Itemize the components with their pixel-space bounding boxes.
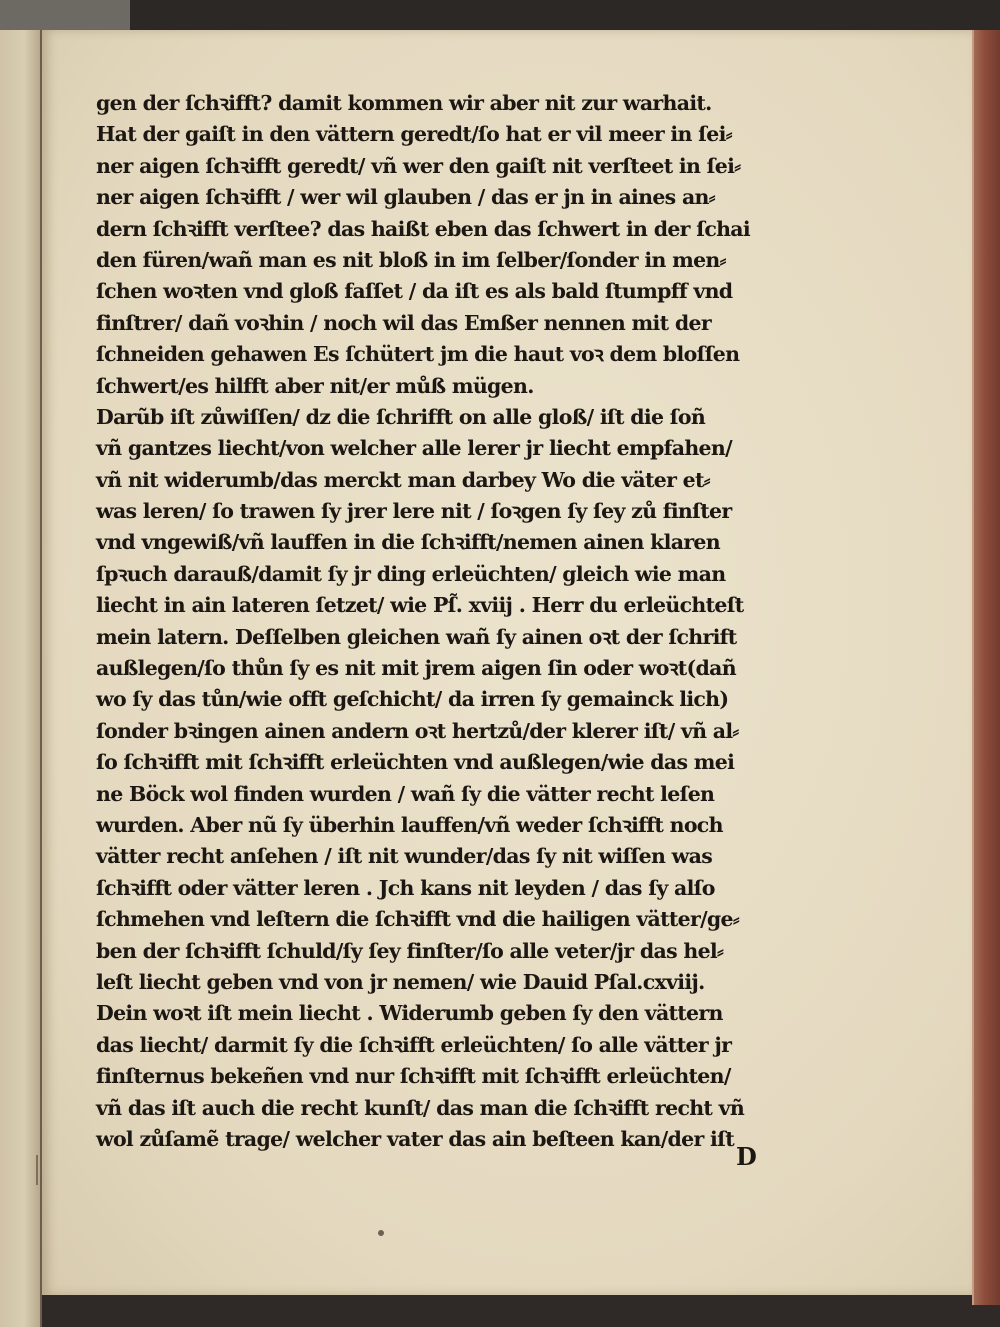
text-line: ner aigen ſchꝛifft geredt/ vñ wer den gaiſt nit verſteet in ſei⸗: [96, 153, 741, 178]
text-line: vätter recht anſehen / iſt nit wunder/das ſy nit wiſſen was: [96, 844, 713, 869]
text-line: Dein woꝛt iſt mein liecht . Widerumb geben ſy den vättern: [96, 1001, 723, 1026]
scan-top-tab: [0, 0, 130, 30]
text-line: wo ſy das tůn/wie offt geſchicht/ da irren ſy gemainck lich): [96, 687, 729, 712]
text-line: Hat der gaiſt in den vättern geredt/ſo hat er vil meer in ſei⸗: [96, 122, 732, 147]
catchword: D: [736, 1142, 757, 1171]
text-line: Darũb iſt zůwiſſen/ dz die ſchrifft on alle gloß/ iſt die ſoñ: [96, 404, 706, 429]
text-line: ſonder bꝛingen ainen andern oꝛt hertzů/der klerer iſt/ vñ al⸗: [96, 718, 739, 743]
text-line: ner aigen ſchꝛifft / wer wil glauben / das er jn in aines an⸗: [96, 185, 715, 210]
text-line: ſo ſchꝛifft mit ſchꝛifft erleüchten vnd außlegen/wie das mei: [96, 750, 735, 775]
text-line: liecht in ain lateren ſetzet/ wie Pſ̃. xviij . Herr du erleüchteſt: [96, 593, 744, 618]
text-line: finſtrer/ dañ voꝛhin / noch wil das Emßer nennen mit der: [96, 310, 711, 335]
text-line: ſchen woꝛten vnd gloß faſſet / da iſt es als bald ſtumpff vnd: [96, 279, 733, 304]
text-line: vñ das iſt auch die recht kunſt/ das man die ſchꝛifft recht vñ: [96, 1095, 745, 1120]
text-line: mein latern. Deſſelben gleichen wañ ſy ainen oꝛt der ſchrift: [96, 624, 737, 649]
text-line: wurden. Aber nũ ſy überhin lauffen/vñ weder ſchꝛifft noch: [96, 812, 723, 837]
book-binding-edge: [972, 30, 1000, 1305]
text-line: außlegen/ſo thůn ſy es nit mit jrem aigen ſin oder woꝛt(dañ: [96, 656, 736, 681]
text-line: den füren/wañ man es nit bloß in im ſelber/ſonder in men⸗: [96, 247, 726, 272]
left-page-edge: [0, 30, 42, 1327]
text-line: ne Böck wol finden wurden / wañ ſy die vätter recht leſen: [96, 781, 715, 806]
scan-top-background: [0, 0, 1000, 32]
page-text-block: [96, 88, 856, 1155]
text-line: gen der ſchꝛifft? damit kommen wir aber nit zur warhait.: [96, 91, 712, 115]
text-line: das liecht/ darmit ſy die ſchꝛifft erleüchten/ ſo alle vätter jr: [96, 1032, 732, 1057]
text-line: leſt liecht geben vnd von jr nemen/ wie Dauid Pſal.cxviij.: [96, 969, 705, 994]
text-line: ſpꝛuch darauß/damit ſy jr ding erleüchten/ gleich wie man: [96, 561, 726, 586]
text-line: vnd vngewiß/vñ lauffen in die ſchꝛifft/nemen ainen klaren: [96, 530, 720, 555]
text-line: ſchꝛifft oder vätter leren . Jch kans nit leyden / das ſy alſo: [96, 875, 715, 900]
text-line: was leren/ ſo trawen ſy jrer lere nit / ſoꝛgen ſy ſey zů finſter: [96, 499, 732, 524]
text-line: dern ſchꝛifft verſtee? das haißt eben das ſchwert in der ſchai: [96, 216, 750, 241]
text-line: wol zůſamẽ trage/ welcher vater das ain beſteen kan/der iſt: [96, 1126, 734, 1151]
paper-speck: [378, 1230, 384, 1236]
text-line: vñ gantzes liecht/von welcher alle lerer jr liecht empfahen/: [96, 436, 732, 461]
text-line: ſchneiden gehawen Es ſchütert jm die haut voꝛ dem bloſſen: [96, 342, 740, 367]
text-line: ben der ſchꝛifft ſchuld/ſy ſey finſter/ſo alle veter/jr das hel⸗: [96, 938, 724, 963]
text-line: vñ nit widerumb/das merckt man darbey Wo die väter et⸗: [96, 467, 710, 492]
text-line: ſchmehen vnd leſtern die ſchꝛifft vnd die hailigen vätter/ge⸗: [96, 907, 739, 932]
text-line: finſternus bekeñen vnd nur ſchꝛifft mit ſchꝛifft erleüchten/: [96, 1064, 731, 1089]
text-line: ſchwert/es hilfft aber nit/er můß mügen.: [96, 373, 534, 398]
